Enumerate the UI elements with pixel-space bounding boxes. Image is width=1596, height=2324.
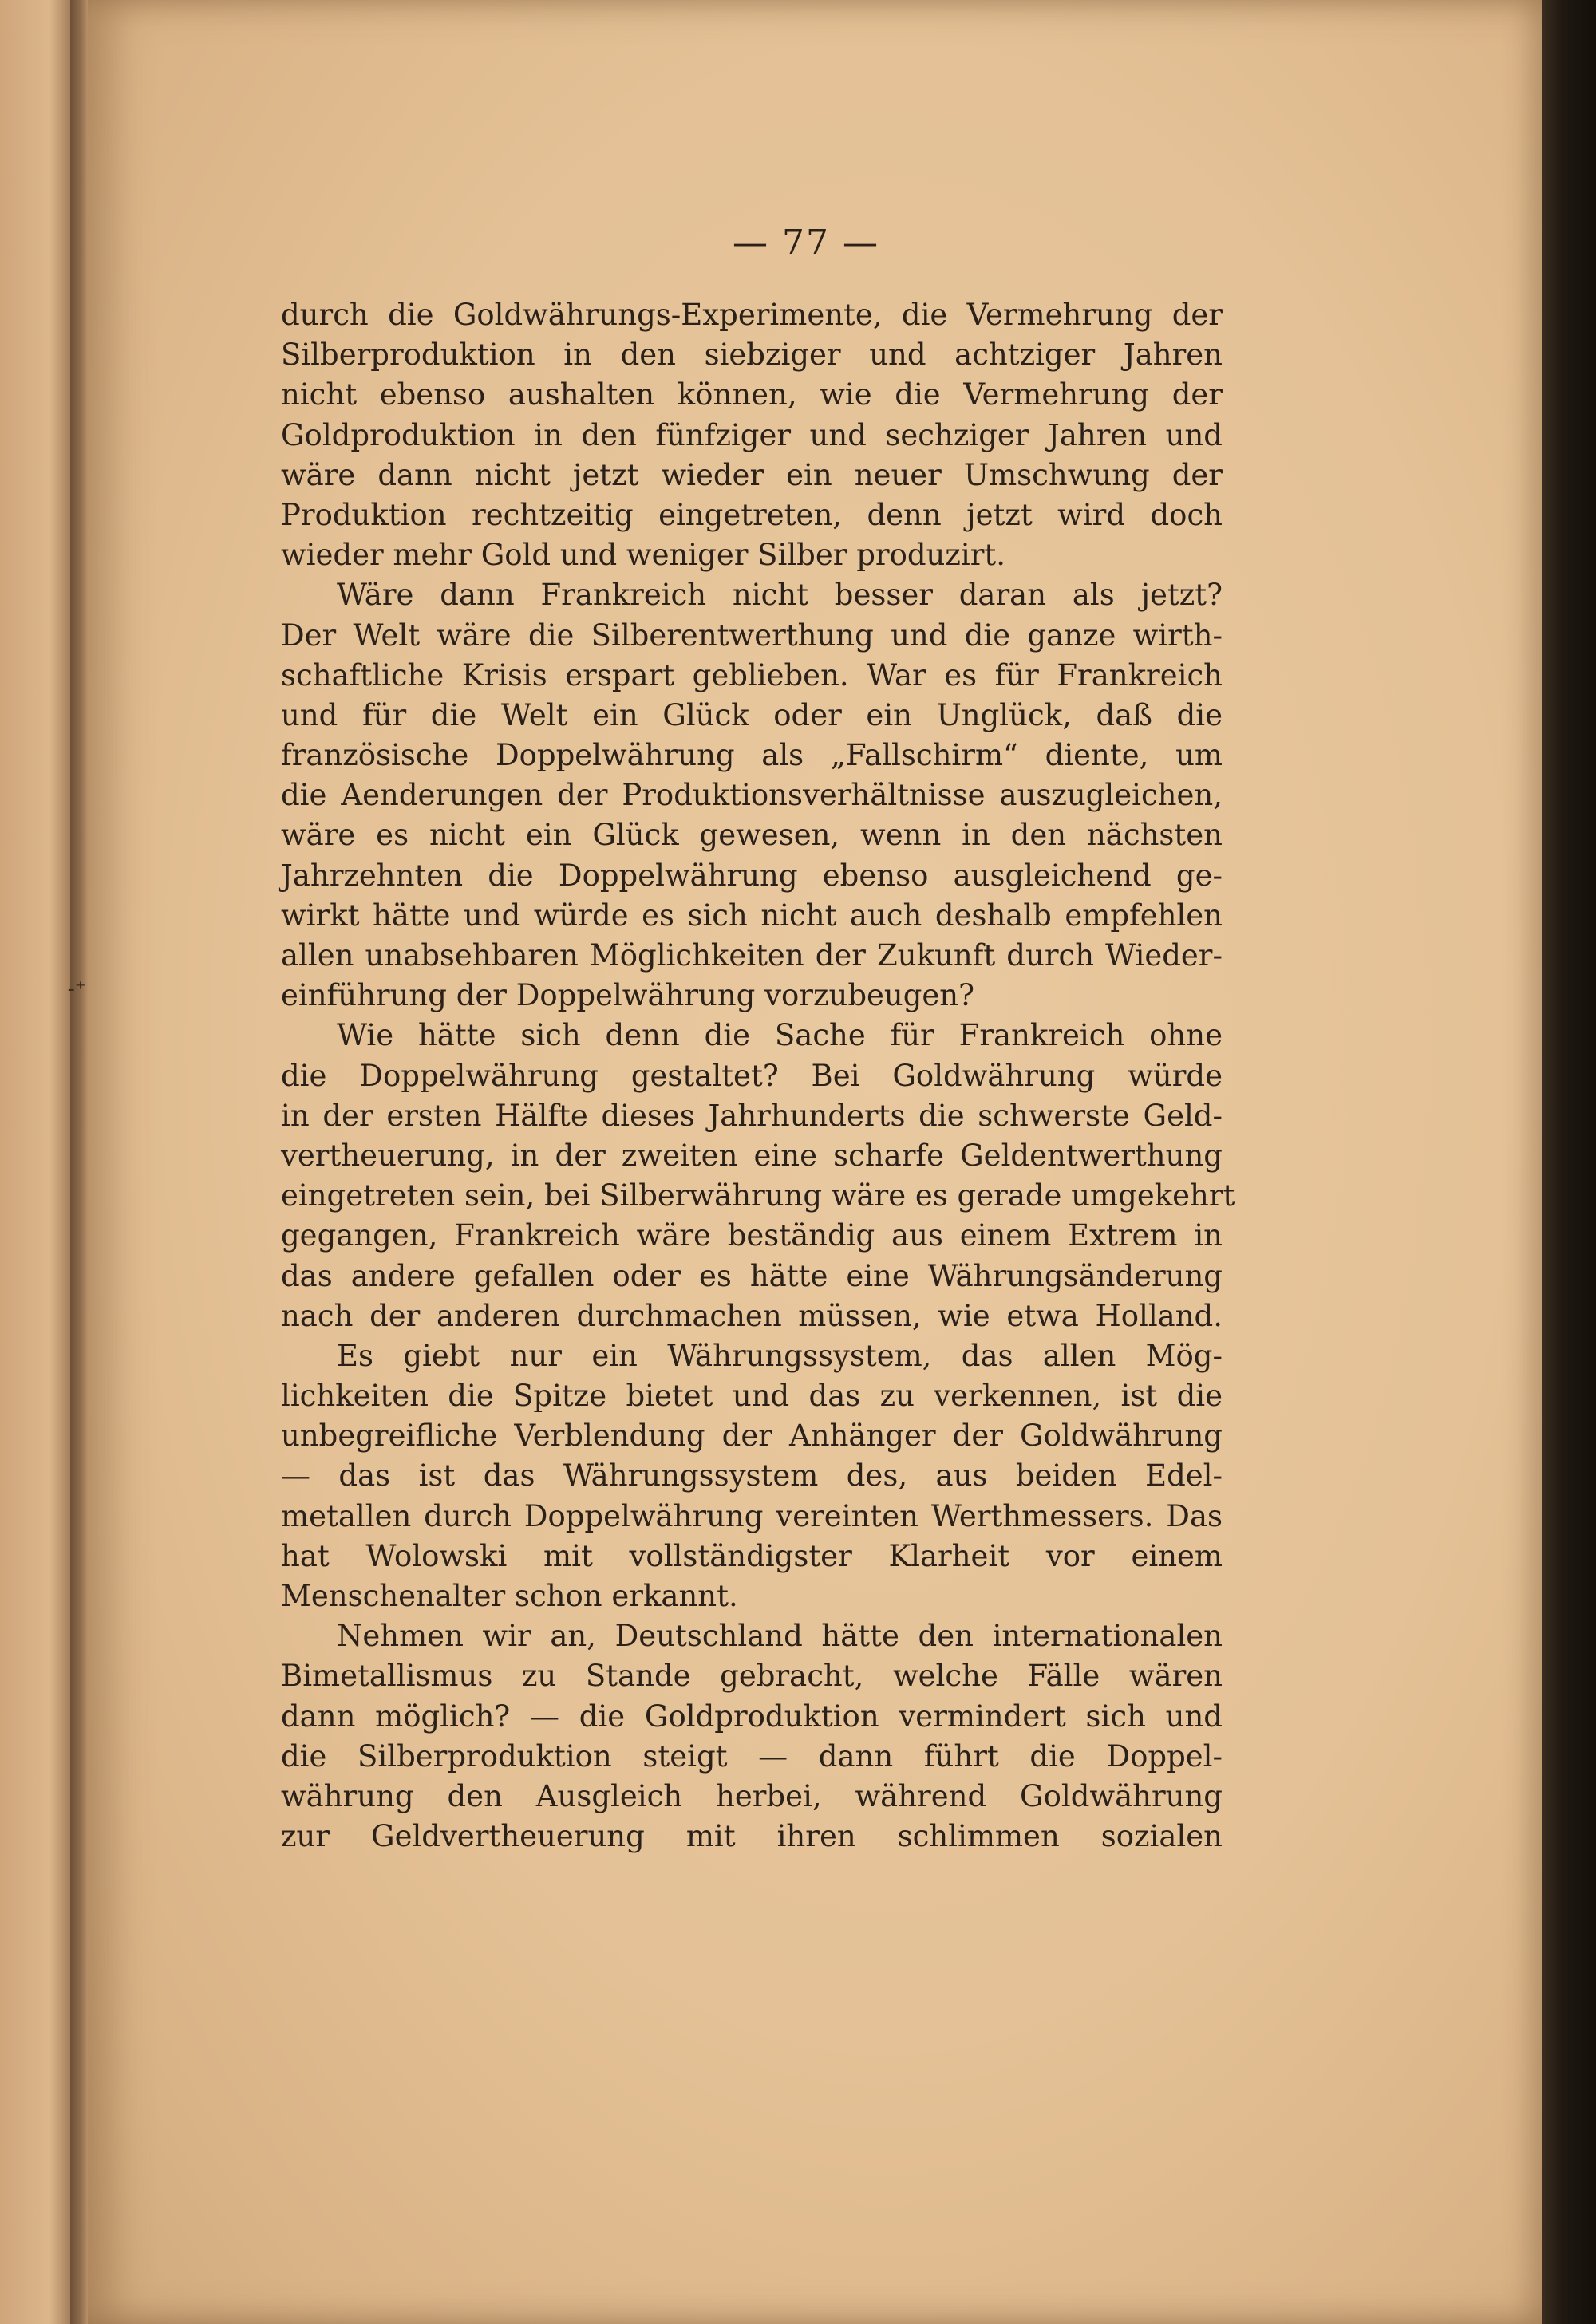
text-line: einführung der Doppelwährung vorzubeugen? [281,978,974,1013]
text-line: Wie hätte sich denn die Sache für Frankreich ohne [337,1018,1223,1053]
body-text [281,295,1235,1856]
text-line: Es giebt nur ein Währungssystem, das allen Mög- [337,1338,1223,1373]
text-line: unbegreifliche Verblendung der Anhänger der Goldwährung [281,1418,1223,1454]
scan-background-edge [1542,0,1596,2324]
previous-page-edge [0,0,70,2324]
text-line: metallen durch Doppelwährung vereinten Werthmessers. Das [281,1498,1223,1533]
text-line: dann möglich? — die Goldproduktion vermindert sich und [281,1699,1223,1734]
text-line: Wäre dann Frankreich nicht besser daran als jetzt? [337,578,1223,613]
text-line: hat Wolowski mit vollständigster Klarheit vor einem [281,1538,1223,1573]
text-line: in der ersten Hälfte dieses Jahrhunderts die schwerste Geld- [281,1098,1223,1133]
text-line: Nehmen wir an, Deutschland hätte den internationalen [337,1619,1223,1654]
text-line: die Doppelwährung gestaltet? Bei Goldwährung würde [281,1058,1223,1093]
text-line: nach der anderen durchmachen müssen, wie etwa Holland. [281,1298,1223,1333]
text-line: Goldproduktion in den fünfziger und sechziger Jahren und [281,417,1223,452]
text-line: Bimetallismus zu Stande gebracht, welche Fälle wären [281,1659,1223,1694]
text-line: währung den Ausgleich herbei, während Goldwährung [281,1778,1223,1813]
text-line: nicht ebenso aushalten können, wie die Vermehrung der [281,377,1223,412]
text-line: eingetreten sein, bei Silberwährung wäre es gerade umgekehrt [281,1178,1235,1213]
text-line: französische Doppelwährung als „Fallschirm“ diente, um [281,738,1223,773]
text-line: schaftliche Krisis erspart geblieben. War es für Frankreich [281,657,1223,692]
text-line: wieder mehr Gold und weniger Silber produzirt. [281,538,1006,573]
text-line: und für die Welt ein Glück oder ein Unglück, daß die [281,697,1223,732]
margin-mark: -⁺ [67,977,86,1001]
text-line: das andere gefallen oder es hätte eine Währungsänderung [281,1258,1223,1293]
text-line: Produktion rechtzeitig eingetreten, denn jetzt wird doch [281,497,1223,532]
text-line: zur Geldvertheuerung mit ihren schlimmen sozialen [281,1819,1223,1854]
text-line: vertheuerung, in der zweiten eine scharfe Geldentwerthung [281,1138,1223,1173]
text-line: wäre es nicht ein Glück gewesen, wenn in den nächsten [281,818,1223,853]
text-line: durch die Goldwährungs-Experimente, die Vermehrung der [281,298,1223,332]
text-line: — das ist das Währungssystem des, aus beiden Edel- [281,1458,1223,1493]
text-line: wirkt hätte und würde es sich nicht auch deshalb empfehlen [281,898,1223,933]
text-line: Jahrzehnten die Doppelwährung ebenso ausgleichend ge- [281,858,1223,893]
text-line: die Silberproduktion steigt — dann führt die Doppel- [281,1738,1223,1774]
book-gutter [70,0,88,2324]
text-line: allen unabsehbaren Möglichkeiten der Zukunft durch Wieder- [281,938,1223,973]
text-line: Menschenalter schon erkannt. [281,1579,738,1613]
text-line: Der Welt wäre die Silberentwerthung und die ganze wirth- [281,617,1223,653]
text-line: Silberproduktion in den siebziger und achtziger Jahren [281,337,1223,373]
text-line: gegangen, Frankreich wäre beständig aus einem Extrem in [281,1218,1223,1253]
text-line: wäre dann nicht jetzt wieder ein neuer Umschwung der [281,457,1223,492]
text-line: die Aenderungen der Produktionsverhältnisse auszugleichen, [281,778,1223,813]
text-line: lichkeiten die Spitze bietet und das zu verkennen, ist die [281,1379,1223,1414]
page-number: — 77 — [733,223,879,263]
